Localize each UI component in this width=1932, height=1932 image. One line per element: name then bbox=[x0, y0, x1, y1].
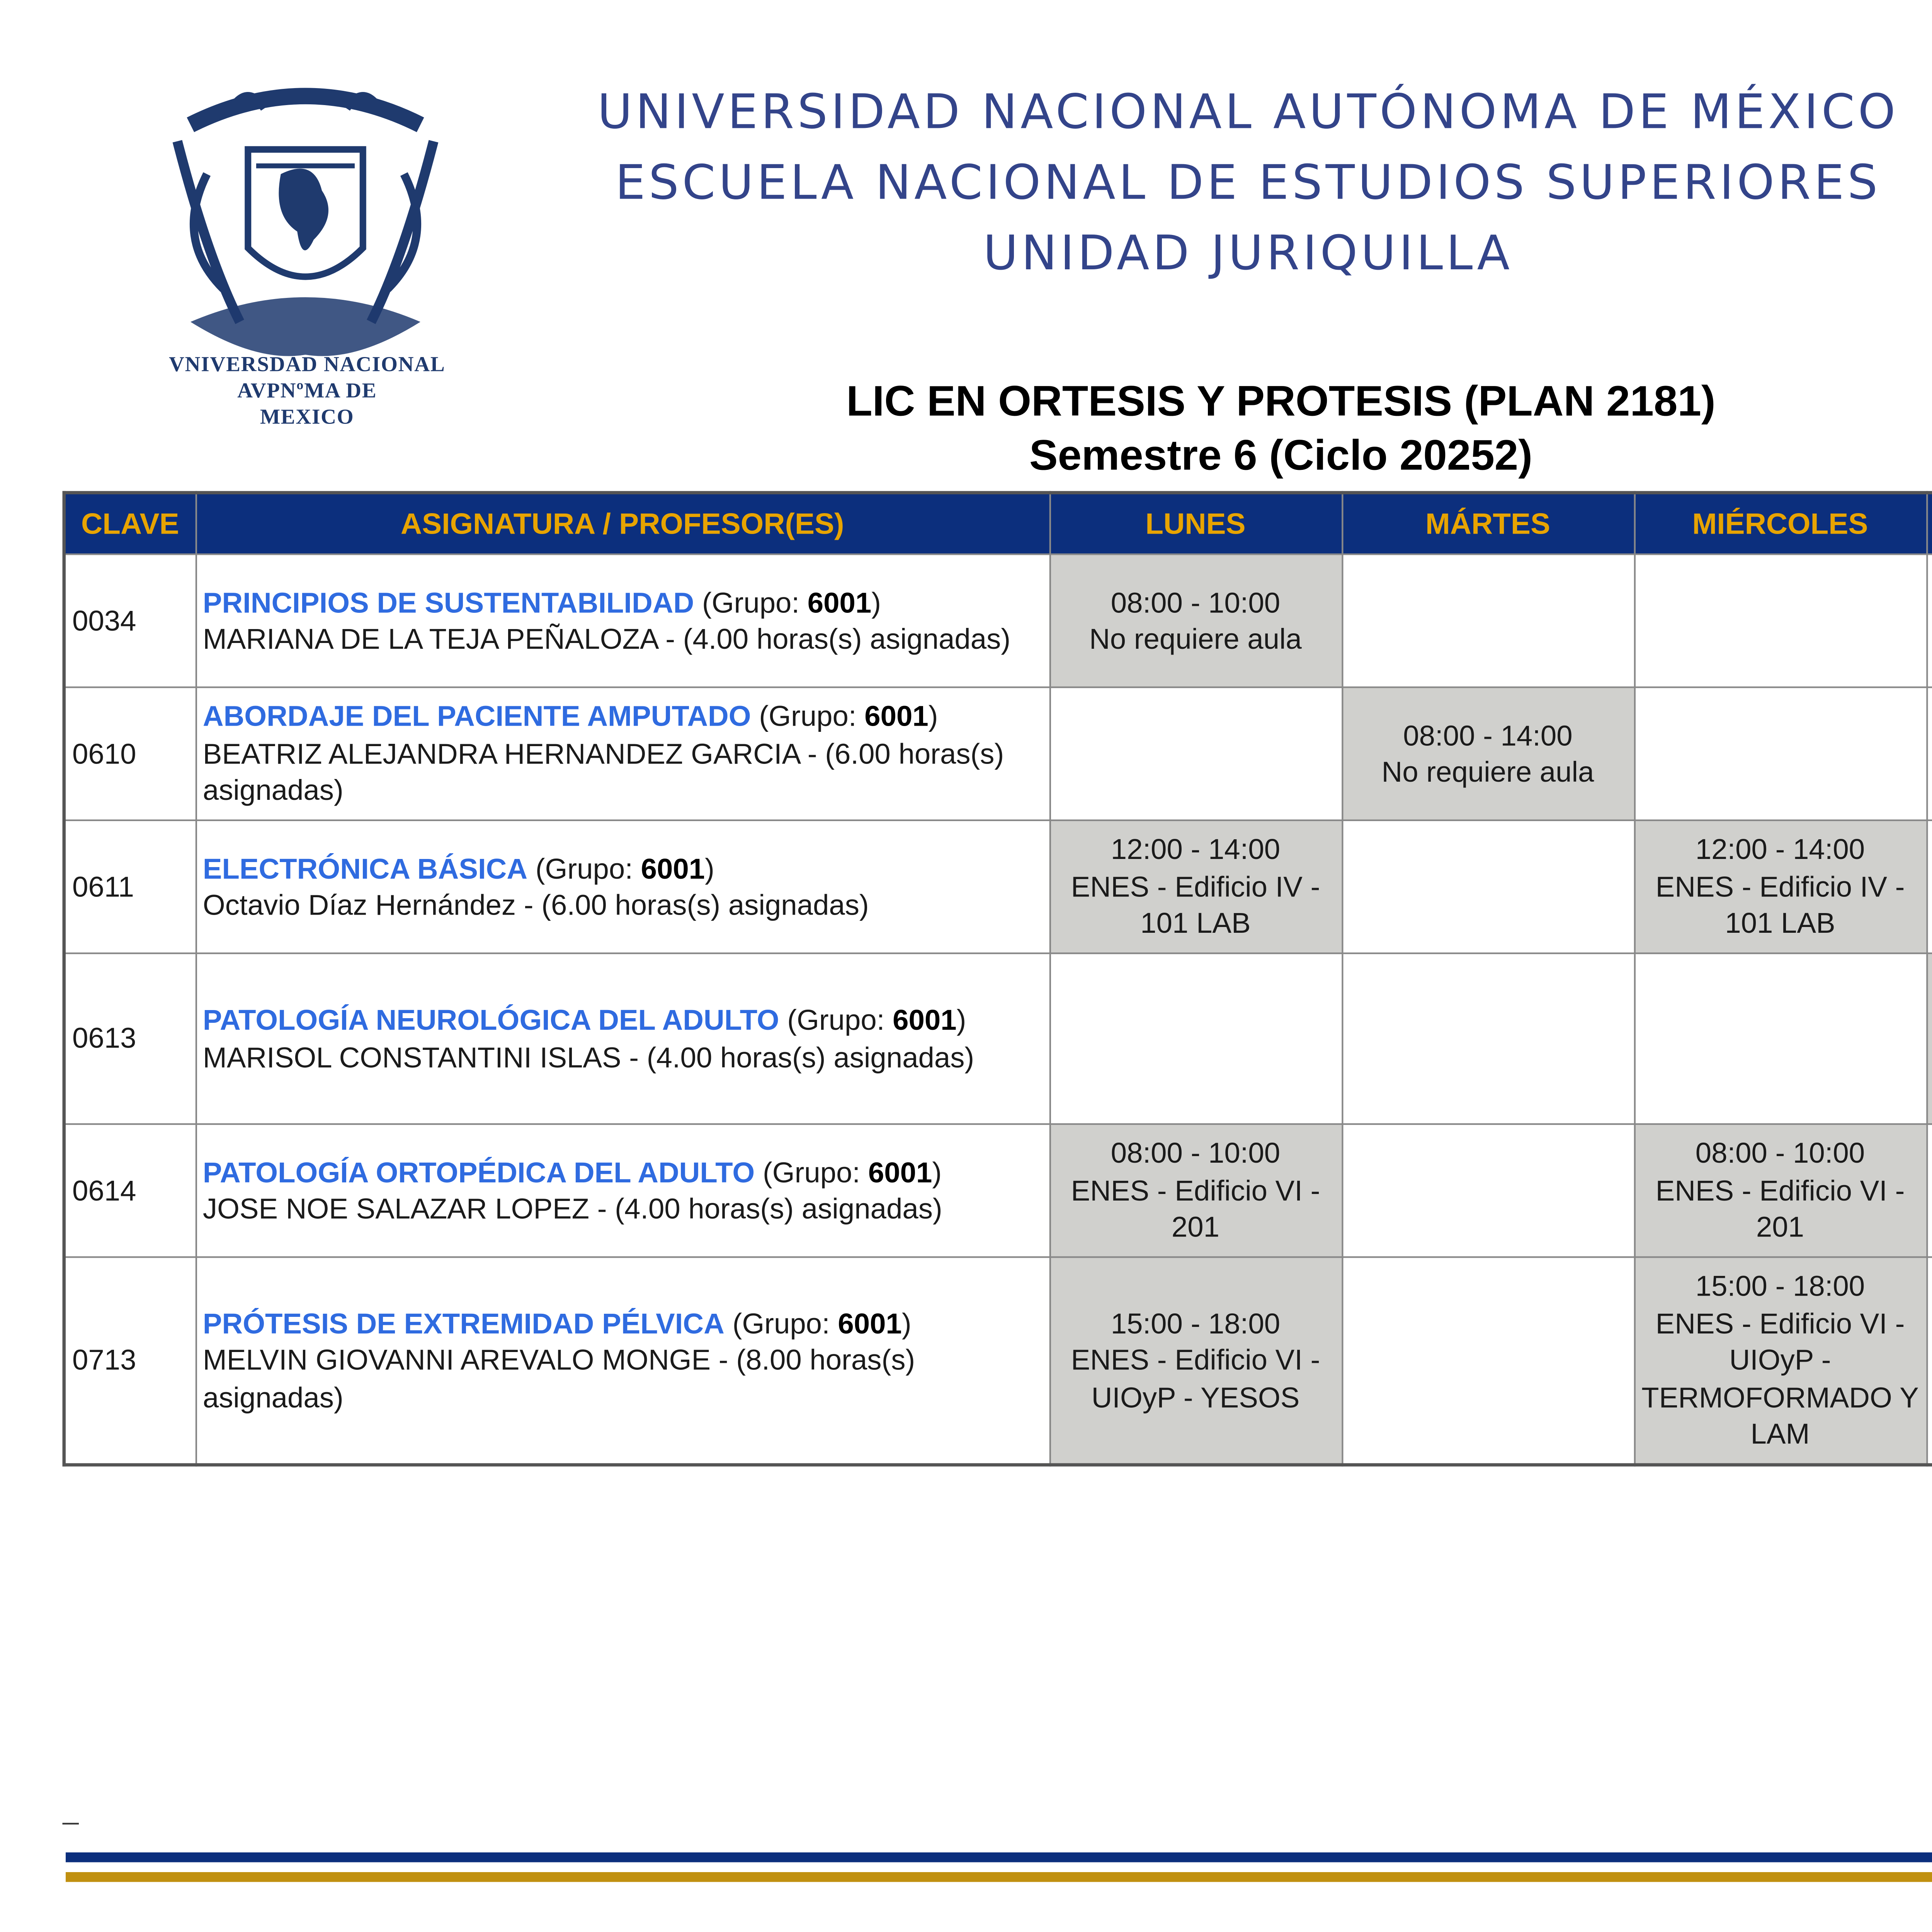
empty-slot bbox=[1926, 687, 1932, 820]
slot-location: ENES - Edificio VI - UIOyP - TERMOFORMADO Y LAM bbox=[1641, 1306, 1919, 1450]
group-suffix: ) bbox=[928, 700, 938, 733]
empty-slot bbox=[1049, 953, 1342, 1124]
schedule-slot bbox=[1342, 687, 1634, 820]
empty-slot bbox=[1926, 1124, 1932, 1257]
slot-time: 12:00 - 14:00 bbox=[1695, 833, 1865, 866]
schedule-slot bbox=[1049, 1124, 1342, 1257]
schedule-table bbox=[63, 491, 1932, 1466]
slot-location: ENES - Edificio VI - 201 bbox=[1655, 1173, 1905, 1244]
schedule-slot bbox=[1634, 820, 1927, 953]
clave-cell: 0613 bbox=[64, 953, 196, 1124]
subject-cell bbox=[196, 554, 1049, 687]
group-suffix: ) bbox=[932, 1155, 942, 1188]
empty-slot bbox=[1634, 953, 1927, 1124]
teacher-name: BEATRIZ ALEJANDRA HERNANDEZ GARCIA - (6.00 horas(s) asignadas) bbox=[202, 737, 1004, 807]
empty-slot bbox=[1342, 820, 1634, 953]
table-row bbox=[64, 820, 1932, 953]
seal-caption bbox=[151, 352, 463, 430]
column-header-miercoles: MIÉRCOLES bbox=[1634, 493, 1927, 554]
subject-name: PRÓTESIS DE EXTREMIDAD PÉLVICA bbox=[202, 1306, 724, 1339]
group-prefix: (Grupo: bbox=[787, 1003, 893, 1036]
empty-slot bbox=[1342, 1124, 1634, 1257]
subject-name: PRINCIPIOS DE SUSTENTABILIDAD bbox=[202, 585, 694, 619]
seal-caption-line-1: VNIVERSDAD NACIONAL bbox=[169, 351, 446, 376]
slot-time: 15:00 - 18:00 bbox=[1695, 1269, 1865, 1303]
empty-slot bbox=[1342, 1257, 1634, 1464]
clave-cell: 0610 bbox=[64, 687, 196, 820]
column-header-martes: MÁRTES bbox=[1342, 493, 1634, 554]
slot-location: ENES - Edificio VI - 201 bbox=[1071, 1173, 1320, 1244]
campus-name: UNIDAD JURIQUILLA bbox=[983, 225, 1513, 281]
slot-time: 08:00 - 14:00 bbox=[1403, 718, 1573, 752]
subject-cell bbox=[196, 1124, 1049, 1257]
clave-cell: 0034 bbox=[64, 554, 196, 687]
subject-name: PATOLOGÍA ORTOPÉDICA DEL ADULTO bbox=[202, 1155, 755, 1188]
clave-cell: 0713 bbox=[64, 1257, 196, 1464]
clave-cell: 0614 bbox=[64, 1124, 196, 1257]
table-row bbox=[64, 1124, 1932, 1257]
university-name: UNIVERSIDAD NACIONAL AUTÓNOMA DE MÉXICO bbox=[597, 83, 1899, 140]
schedule-slot bbox=[1634, 1124, 1927, 1257]
empty-slot bbox=[1926, 820, 1932, 953]
slot-location: No requiere aula bbox=[1089, 622, 1302, 655]
subject-cell bbox=[196, 820, 1049, 953]
subject-cell bbox=[196, 687, 1049, 820]
group-number: 6001 bbox=[641, 851, 705, 884]
group-suffix: ) bbox=[705, 851, 714, 884]
group-prefix: (Grupo: bbox=[759, 700, 865, 733]
teacher-name: MARIANA DE LA TEJA PEÑALOZA - (4.00 horas(s) asignadas) bbox=[202, 622, 1011, 655]
empty-slot bbox=[1634, 687, 1927, 820]
empty-slot bbox=[1342, 953, 1634, 1124]
school-name: ESCUELA NACIONAL DE ESTUDIOS SUPERIORES bbox=[615, 154, 1881, 210]
column-header-jueves bbox=[1926, 493, 1932, 554]
column-header-lunes: LUNES bbox=[1049, 493, 1342, 554]
footer-dash bbox=[63, 1823, 79, 1825]
group-number: 6001 bbox=[893, 1003, 957, 1036]
slot-time: 08:00 - 10:00 bbox=[1111, 1137, 1281, 1170]
group-number: 6001 bbox=[868, 1155, 932, 1188]
group-prefix: (Grupo: bbox=[732, 1306, 838, 1339]
slot-time: 08:00 - 10:00 bbox=[1111, 585, 1281, 619]
slot-location: ENES - Edificio IV - 101 LAB bbox=[1071, 870, 1320, 940]
table-row bbox=[64, 1257, 1932, 1464]
table-row bbox=[64, 687, 1932, 820]
seal-caption-line-2: AVPNºMA DE bbox=[237, 378, 377, 403]
slot-time: 08:00 - 10:00 bbox=[1695, 1137, 1865, 1170]
seal-caption-line-3: MEXICO bbox=[260, 404, 354, 429]
subject-name: PATOLOGÍA NEUROLÓGICA DEL ADULTO bbox=[202, 1003, 779, 1036]
group-suffix: ) bbox=[901, 1306, 912, 1339]
schedule-slot bbox=[1049, 554, 1342, 687]
empty-slot bbox=[1342, 554, 1634, 687]
clave-cell: 0611 bbox=[64, 820, 196, 953]
column-header-clave: CLAVE bbox=[64, 493, 196, 554]
teacher-name: MELVIN GIOVANNI AREVALO MONGE - (8.00 horas(s) asignadas) bbox=[202, 1343, 915, 1413]
group-prefix: (Grupo: bbox=[762, 1155, 868, 1188]
schedule-slot bbox=[1926, 953, 1932, 1124]
group-suffix: ) bbox=[871, 585, 881, 619]
empty-slot bbox=[1926, 1257, 1932, 1464]
group-number: 6001 bbox=[807, 585, 872, 619]
slot-time: 12:00 - 14:00 bbox=[1111, 833, 1281, 866]
empty-slot bbox=[1634, 554, 1927, 687]
teacher-name: JOSE NOE SALAZAR LOPEZ - (4.00 horas(s) asignadas) bbox=[202, 1192, 942, 1225]
table-header-row bbox=[64, 493, 1932, 554]
column-header-asignatura: ASIGNATURA / PROFESOR(ES) bbox=[196, 493, 1049, 554]
teacher-name: Octavio Díaz Hernández - (6.00 horas(s) asignadas) bbox=[202, 888, 869, 922]
group-number: 6001 bbox=[838, 1306, 902, 1339]
empty-slot bbox=[1049, 687, 1342, 820]
schedule-slot bbox=[1049, 1257, 1342, 1464]
subject-cell bbox=[196, 1257, 1049, 1464]
slot-location: ENES - Edificio VI - UIOyP - YESOS bbox=[1071, 1343, 1320, 1413]
schedule-slot bbox=[1634, 1257, 1927, 1464]
table-row bbox=[64, 953, 1932, 1124]
slot-location: No requiere aula bbox=[1381, 755, 1594, 788]
program-title: LIC EN ORTESIS Y PROTESIS (PLAN 2181) bbox=[846, 376, 1716, 425]
unam-seal-left-logo bbox=[158, 76, 453, 371]
schedule-slot bbox=[1049, 820, 1342, 953]
group-prefix: (Grupo: bbox=[702, 585, 808, 619]
group-prefix: (Grupo: bbox=[535, 851, 641, 884]
semester-title: Semestre 6 (Ciclo 20252) bbox=[1029, 430, 1533, 480]
group-number: 6001 bbox=[864, 700, 929, 733]
subject-cell bbox=[196, 953, 1049, 1124]
footer-gold-bar bbox=[66, 1872, 1932, 1882]
group-suffix: ) bbox=[956, 1003, 966, 1036]
slot-time: 15:00 - 18:00 bbox=[1111, 1306, 1281, 1339]
empty-slot bbox=[1926, 554, 1932, 687]
slot-location: ENES - Edificio IV - 101 LAB bbox=[1655, 870, 1905, 940]
subject-name: ABORDAJE DEL PACIENTE AMPUTADO bbox=[202, 700, 751, 733]
table-row bbox=[64, 554, 1932, 687]
teacher-name: MARISOL CONSTANTINI ISLAS - (4.00 horas(s) asignadas) bbox=[202, 1040, 975, 1073]
subject-name: ELECTRÓNICA BÁSICA bbox=[202, 851, 528, 884]
footer-blue-bar bbox=[66, 1852, 1932, 1862]
